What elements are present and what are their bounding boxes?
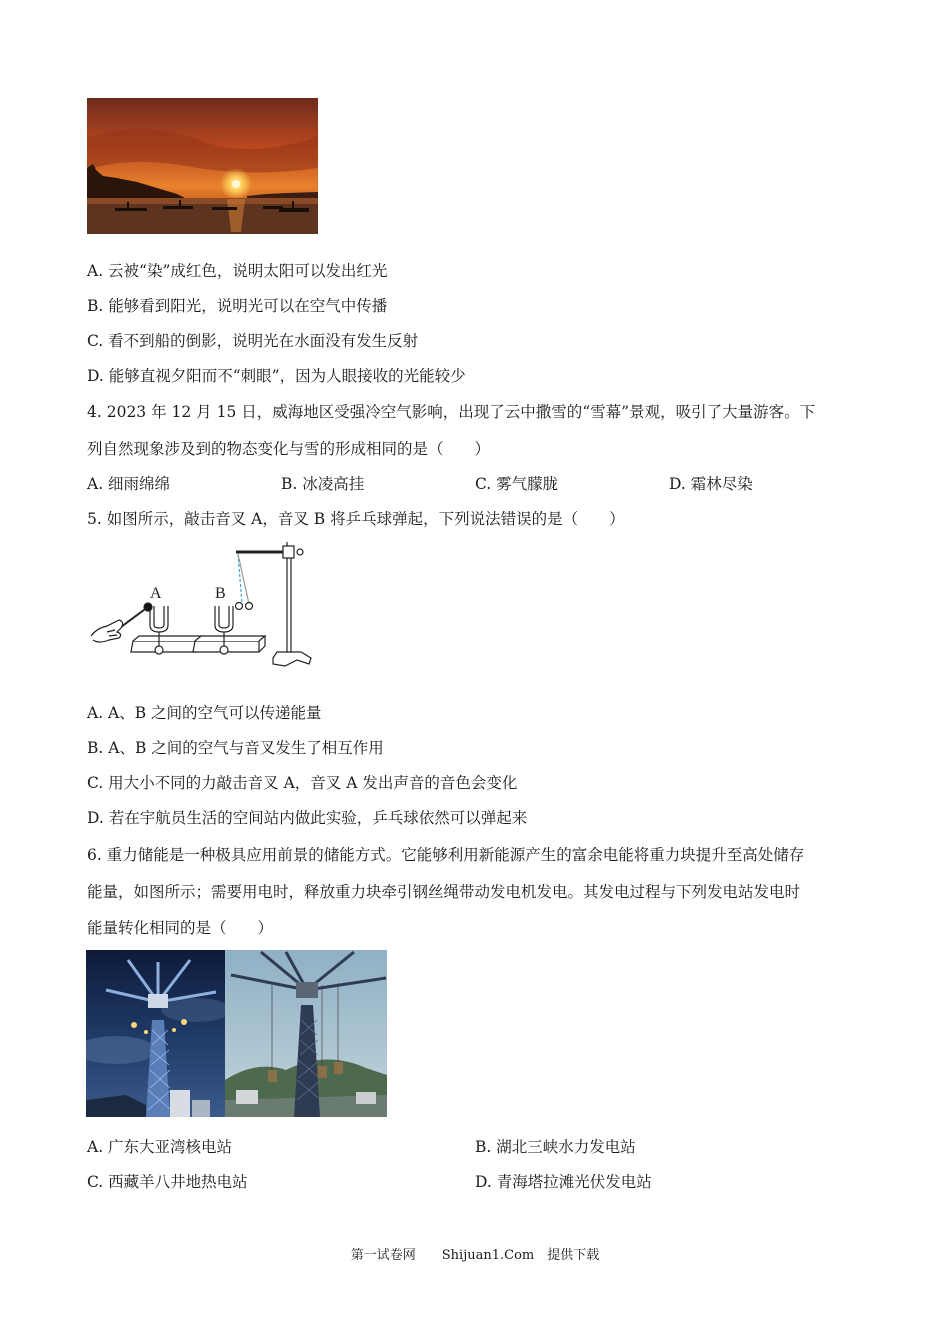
q4-option-b: B. 冰凌高挂 [281,475,365,493]
tuning-fork-diagram [87,540,317,675]
q5-option-d: D. 若在宇航员生活的空间站内做此实验，乒乓球依然可以弹起来 [87,809,528,827]
q4-option-d: D. 霜林尽染 [669,475,753,493]
q4-option-a: A. 细雨绵绵 [87,475,171,493]
q3-option-c: C. 看不到船的倒影，说明光在水面没有发生反射 [87,332,419,350]
q5-stem: 5. 如图所示，敲击音叉 A，音叉 B 将乒乓球弹起，下列说法错误的是（ ） [87,510,625,528]
q5-option-b: B. A、B 之间的空气与音叉发生了相互作用 [87,739,384,757]
q6-option-c: C. 西藏羊八井地热电站 [87,1173,248,1191]
q5-option-a: A. A、B 之间的空气可以传递能量 [87,704,322,722]
fork-a-label: A [150,585,162,602]
q5-option-c: C. 用大小不同的力敲击音叉 A，音叉 A 发出声音的音色会变化 [87,774,518,792]
q3-option-d: D. 能够直视夕阳而不“刺眼”，因为人眼接收的光能较少 [87,367,466,385]
q6-stem-line2: 能量，如图所示；需要用电时，释放重力块牵引钢丝绳带动发电机发电。其发电过程与下列发电站发电时 [87,883,801,901]
q3-option-a: A. 云被“染”成红色，说明太阳可以发出红光 [87,262,388,280]
q6-option-a: A. 广东大亚湾核电站 [87,1138,233,1156]
q4-option-c: C. 雾气朦胧 [475,475,559,493]
fork-b-label: B [215,585,226,602]
q4-stem-line1: 4. 2023 年 12 月 15 日，威海地区受强冷空气影响，出现了云中撒雪的“雪幕”景观，吸引了大量游客。下 [87,403,816,421]
q6-option-b: B. 湖北三峡水力发电站 [475,1138,636,1156]
sunset-photo [87,98,318,234]
q6-option-d: D. 青海塔拉滩光伏发电站 [475,1173,652,1191]
q6-stem-line1: 6. 重力储能是一种极具应用前景的储能方式。它能够利用新能源产生的富余电能将重力块提升至高处储存 [87,846,805,864]
q4-stem-line2: 列自然现象涉及到的物态变化与雪的形成相同的是（ ） [87,440,491,458]
q6-stem-line3: 能量转化相同的是（ ） [87,919,274,937]
page-footer: 第一试卷网 Shijuan1.Com 提供下载 [350,1248,600,1263]
q3-option-b: B. 能够看到阳光，说明光可以在空气中传播 [87,297,388,315]
gravity-storage-tower-photo [86,950,387,1117]
